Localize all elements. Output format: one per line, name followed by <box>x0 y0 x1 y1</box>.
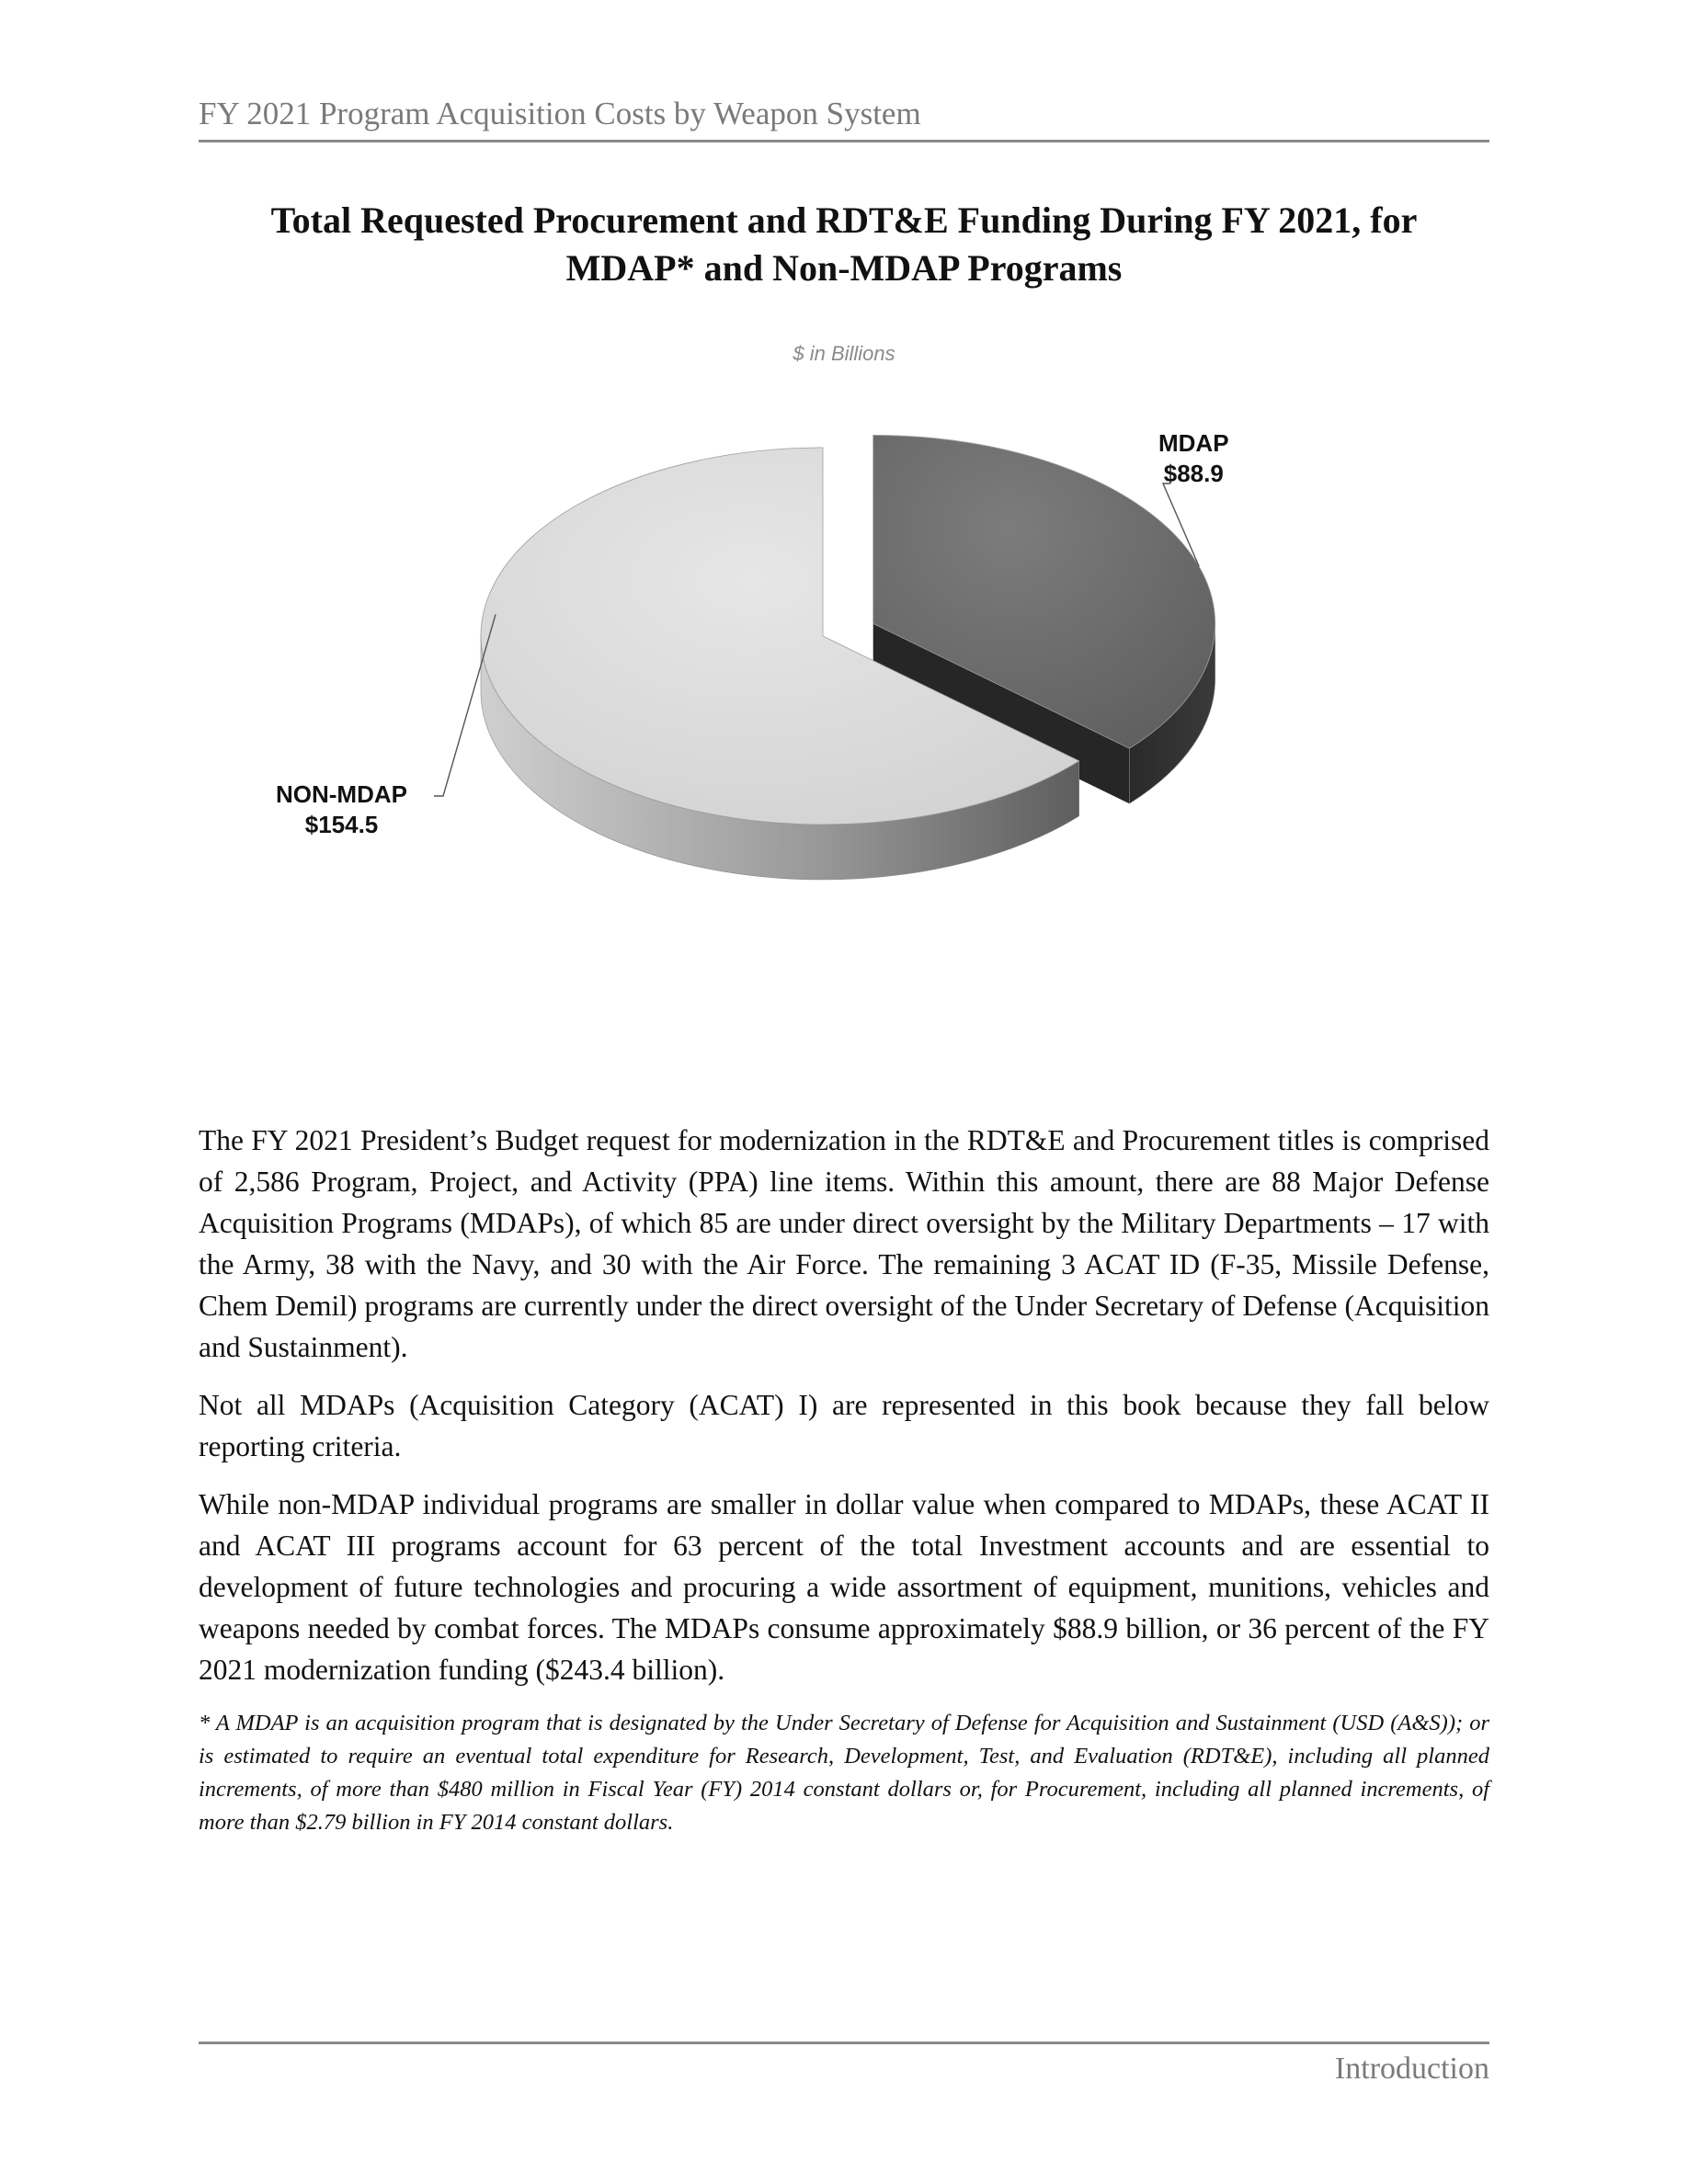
body-text <box>199 1120 1489 1839</box>
figure-title-line-2: MDAP* and Non-MDAP Programs <box>565 247 1123 289</box>
slice-label-non-mdap <box>276 779 407 840</box>
slice-label-value: $88.9 <box>1163 460 1224 487</box>
slice-label-name: NON-MDAP <box>276 780 407 808</box>
figure-title <box>199 197 1489 292</box>
pie-chart-svg <box>276 423 1379 1048</box>
footer-rule <box>199 2042 1489 2044</box>
slice-label-name: MDAP <box>1158 429 1229 457</box>
pie-chart <box>276 423 1379 1048</box>
running-header: FY 2021 Program Acquisition Costs by Weapon System <box>199 96 921 131</box>
figure-title-line-1: Total Requested Procurement and RDT&E Funding During FY 2021, for <box>270 199 1418 241</box>
figure-subtitle: $ in Billions <box>793 342 895 365</box>
header-rule <box>199 140 1489 142</box>
slice-label-value: $154.5 <box>304 811 379 838</box>
paragraph-1: The FY 2021 President’s Budget request for modernization in the RDT&E and Procurement titles is comprised of 2,586 Program, Project, and Activity (PPA) line items. Within this amount, there are 88 Major Defense Acquisition Programs (MDAPs), of which 85 are under direct oversight by the Military Departments – 17 with the Army, 38 with the Navy, and 30 with the Air Force. The remaining 3 ACAT ID (F-35, Missile Defense, Chem Demil) programs are currently under the direct oversight of the Under Secretary of Defense (Acquisition and Sustainment). <box>199 1124 1489 1363</box>
footnote: * A MDAP is an acquisition program that is designated by the Under Secretary of Defense for Acquisition and Sustainment (USD (A&S)); or is estimated to require an eventual total expenditure for Research, Development, Test, and Evaluation (RDT&E), including all planned increments, of more than $480 million in Fiscal Year (FY) 2014 constant dollars or, for Procurement, including all planned increments, of more than $2.79 billion in FY 2014 constant dollars. <box>199 1711 1489 1835</box>
running-footer: Introduction <box>1334 2052 1489 2086</box>
paragraph-2: Not all MDAPs (Acquisition Category (ACAT) I) are represented in this book because they fall below reporting criteria. <box>199 1389 1489 1462</box>
paragraph-3: While non-MDAP individual programs are smaller in dollar value when compared to MDAPs, these ACAT II and ACAT III programs account for 63 percent of the total Investment accounts and are essential to development of future technologies and procuring a wide assortment of equipment, munitions, vehicles and weapons needed by combat forces. The MDAPs consume approximately $88.9 billion, or 36 percent of the FY 2021 modernization funding ($243.4 billion). <box>199 1488 1489 1686</box>
slice-label-mdap <box>1158 428 1229 489</box>
